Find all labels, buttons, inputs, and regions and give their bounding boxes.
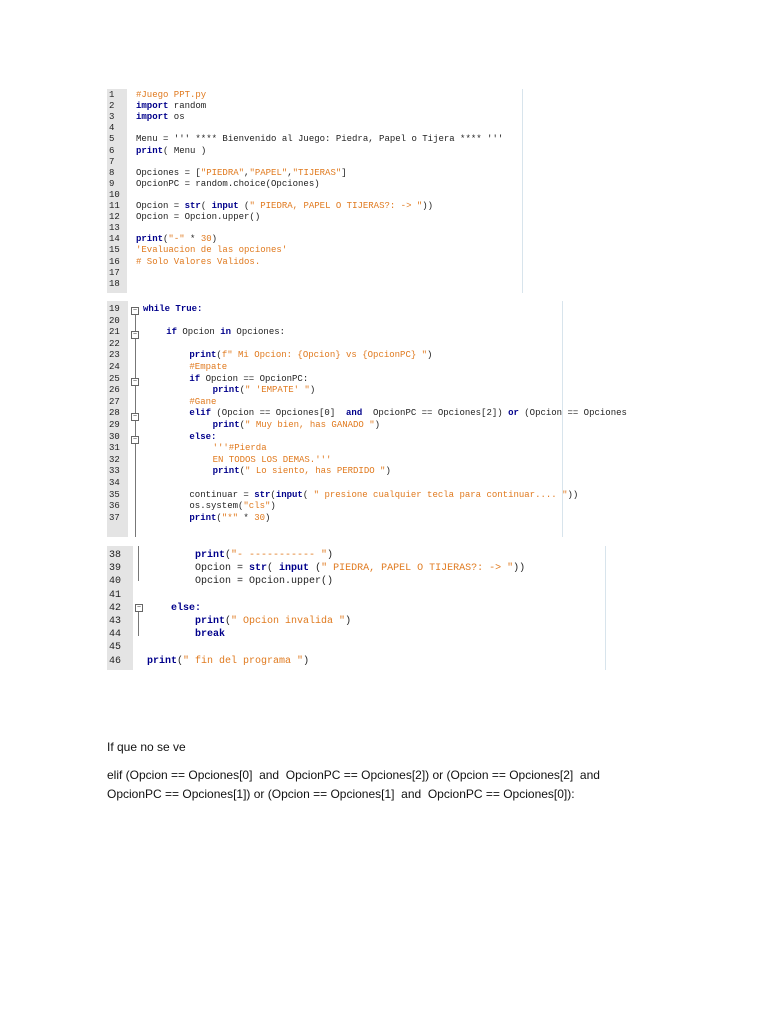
code-token-str: " PIEDRA, PAPEL O TIJERAS?: -> " — [321, 563, 514, 575]
line-number: 18 — [109, 278, 120, 289]
code-token-kw: True — [175, 304, 198, 314]
code-line — [107, 112, 525, 123]
code-text — [195, 628, 225, 641]
code-text — [136, 179, 320, 190]
code-token-cmt: #Juego PPT.py — [136, 90, 207, 100]
code-token-str: 30 — [254, 512, 266, 523]
code-token: Opcion = Opcion.upper() — [136, 212, 261, 223]
code-line — [107, 268, 525, 279]
line-number: 4 — [109, 123, 115, 134]
code-token: ( — [239, 385, 246, 396]
code-token-kw: : — [197, 304, 203, 314]
code-token-kw: print — [136, 145, 164, 156]
note-line-2: OpcionPC == Opciones[1]) or (Opcion == Opciones[1] and OpcionPC == Opciones[0]): — [107, 787, 575, 801]
line-number: 13 — [109, 223, 120, 234]
note-line-1: elif (Opcion == Opciones[0] and OpcionPC == Opciones[2]) or (Opcion == Opciones[2] and — [107, 768, 600, 782]
code-token-kw: print — [136, 234, 164, 245]
line-number: 38 — [109, 550, 122, 561]
code-token-str: " PIEDRA, PAPEL O TIJERAS?: -> " — [249, 201, 423, 211]
code-token: Menu = ''' **** Bienvenido al Juego: Piedra, Papel o Tijera **** ''' — [136, 134, 504, 145]
code-line — [107, 327, 569, 338]
code-token-kw: input — [211, 201, 239, 211]
code-token: )) — [567, 489, 579, 500]
code-line — [107, 223, 525, 234]
code-token: ( — [270, 489, 276, 500]
code-token-str: " 'EMPATE' " — [245, 385, 310, 396]
code-line — [107, 350, 569, 361]
code-screenshot-3 — [107, 546, 607, 670]
code-token: Opcion = — [136, 201, 185, 211]
code-line — [107, 362, 569, 373]
code-line — [107, 304, 569, 315]
code-line — [107, 397, 569, 408]
fold-guide-line — [135, 315, 136, 537]
code-token: OpcionPC == Opciones[2]) — [362, 408, 509, 419]
line-number: 37 — [109, 512, 120, 523]
code-token-str: " Lo siento, has PERDIDO " — [245, 466, 386, 477]
line-number: 3 — [109, 112, 115, 123]
code-token-kw: elif — [189, 408, 211, 419]
code-token-kw: and — [346, 408, 363, 419]
line-number: 43 — [109, 616, 122, 627]
fold-guide-line — [138, 612, 139, 636]
code-line — [107, 279, 525, 290]
code-token-kw: import — [136, 112, 169, 123]
code-text — [213, 455, 332, 466]
line-number: 40 — [109, 576, 122, 588]
code-text — [213, 466, 391, 477]
code-line — [107, 245, 525, 256]
code-text — [189, 501, 275, 512]
line-number: 16 — [109, 256, 120, 267]
code-token-str: f" Mi Opcion: {Opcion} vs {OpcionPC} " — [221, 350, 428, 361]
code-token: ) — [265, 512, 271, 523]
code-text — [213, 443, 267, 454]
fold-toggle-icon: − — [132, 436, 138, 444]
code-token-kw: while — [143, 304, 171, 314]
code-line — [107, 655, 607, 668]
code-token: os.system( — [189, 501, 244, 512]
code-token-str: "cls" — [243, 501, 271, 512]
code-text — [195, 549, 333, 562]
code-text — [189, 397, 216, 408]
line-number: 22 — [109, 338, 120, 349]
line-number: 17 — [109, 267, 120, 278]
code-token: Opcion = — [195, 563, 250, 575]
line-number: 23 — [109, 350, 120, 361]
code-token: ( — [177, 655, 184, 667]
code-token-kw: or — [508, 408, 519, 419]
line-number: 25 — [109, 373, 120, 384]
line-number: 41 — [109, 589, 122, 601]
code-text — [189, 490, 578, 501]
code-token-kw: : — [211, 431, 217, 442]
code-token: )) — [422, 201, 434, 211]
line-number: 36 — [109, 501, 120, 512]
line-number: 20 — [109, 315, 120, 326]
code-token: ( — [216, 350, 222, 361]
line-number: 44 — [109, 629, 122, 641]
code-text — [195, 615, 351, 628]
code-token-str: "*" — [221, 512, 239, 523]
code-token-kw: str — [254, 489, 271, 500]
code-token-kw: print — [189, 350, 217, 361]
code-token-kw: input — [275, 489, 303, 500]
line-number: 10 — [109, 189, 120, 200]
code-token: Opcion == OpcionPC: — [200, 373, 309, 384]
code-token: ( — [200, 201, 212, 211]
code-token-str: "TIJERAS" — [292, 167, 342, 178]
code-line — [107, 157, 525, 168]
line-number: 21 — [109, 327, 120, 338]
code-token: ] — [341, 167, 347, 178]
code-token: ) — [309, 385, 316, 396]
code-line — [107, 489, 579, 501]
line-number: 24 — [109, 362, 120, 372]
code-text — [136, 212, 260, 223]
line-number: 30 — [109, 431, 120, 442]
code-line — [107, 134, 525, 145]
code-token-kw: print — [195, 616, 226, 627]
code-token: ( — [239, 420, 246, 430]
code-text — [136, 234, 217, 245]
code-text — [195, 575, 333, 588]
code-token-kw: print — [195, 550, 226, 561]
code-token-cmt: #Empate — [189, 362, 228, 372]
code-text — [171, 602, 201, 615]
line-number: 7 — [109, 156, 115, 167]
code-token: ) — [303, 655, 310, 667]
code-token-cmt: # Solo Valores Validos. — [136, 256, 261, 267]
code-token: ( Menu ) — [163, 145, 207, 156]
code-text — [136, 257, 260, 268]
line-number: 5 — [109, 134, 115, 145]
code-token-cmt: #Gane — [189, 396, 217, 407]
code-token: ) — [270, 501, 276, 512]
code-line — [107, 234, 525, 245]
code-token: (Opcion == Opciones[0] — [211, 408, 347, 419]
code-token-kw: if — [166, 327, 177, 338]
code-line — [107, 212, 525, 223]
code-token-kw: if — [189, 373, 201, 384]
code-token: * — [238, 512, 255, 523]
code-line — [107, 190, 525, 201]
code-line — [107, 549, 607, 562]
code-line — [107, 466, 569, 477]
code-token-kw: print — [147, 655, 178, 667]
code-token: ( — [302, 489, 314, 500]
code-line — [107, 501, 569, 512]
code-token: ( — [216, 512, 222, 523]
code-token: ) — [327, 550, 334, 561]
code-line — [107, 562, 607, 575]
code-text — [136, 90, 206, 101]
code-token: ( — [239, 466, 246, 477]
code-token-str: " Muy bien, has GANADO " — [245, 420, 375, 430]
line-number: 42 — [109, 602, 122, 614]
code-text — [136, 146, 206, 157]
code-text — [143, 304, 202, 315]
code-text — [136, 201, 433, 212]
line-number: 39 — [109, 563, 122, 575]
code-token: * — [184, 234, 201, 245]
code-line — [107, 146, 525, 157]
code-token-kw: : — [195, 602, 202, 614]
code-text — [189, 432, 216, 443]
code-token: ) — [427, 350, 433, 361]
code-text — [213, 420, 380, 431]
code-token-kw: print — [212, 420, 240, 430]
code-text — [147, 655, 309, 668]
line-number: 26 — [109, 385, 120, 396]
line-number: 11 — [109, 201, 120, 211]
code-line — [107, 179, 525, 190]
fold-guide-line — [138, 546, 139, 581]
line-number: 46 — [109, 655, 122, 667]
line-number: 2 — [109, 101, 115, 112]
code-token: ( — [225, 616, 232, 627]
line-number: 14 — [109, 234, 120, 245]
line-number: 28 — [109, 408, 120, 419]
line-number: 32 — [109, 454, 120, 465]
code-line — [107, 374, 569, 385]
note-title: If que no se ve — [107, 740, 186, 754]
code-token-kw: else — [171, 602, 196, 614]
line-number: 45 — [109, 642, 122, 654]
code-token: os — [168, 112, 185, 123]
code-line — [107, 641, 607, 654]
code-token-kw: print — [212, 385, 240, 396]
code-token-kw: input — [279, 563, 310, 575]
code-token-str: 30 — [200, 234, 212, 245]
code-token-str: " fin del programa " — [183, 655, 304, 667]
code-token: ( — [225, 550, 232, 561]
line-number: 31 — [109, 443, 120, 454]
code-token-cmt: EN TODOS LOS DEMAS.''' — [212, 454, 332, 465]
code-line — [107, 478, 569, 489]
code-line — [107, 101, 525, 112]
code-token-kw: import — [136, 101, 169, 112]
code-line — [107, 339, 569, 350]
code-token-kw: print — [212, 466, 240, 477]
line-number: 29 — [109, 420, 120, 430]
code-token: , — [287, 167, 293, 178]
line-number: 9 — [109, 178, 115, 189]
code-token: ( — [309, 563, 322, 575]
code-line — [107, 316, 569, 327]
line-number: 1 — [109, 90, 115, 100]
code-token: ) — [385, 466, 391, 477]
code-token: (Opcion == Opciones — [518, 408, 627, 419]
line-number: 34 — [109, 478, 120, 488]
code-token: Opcion = Opcion.upper() — [195, 576, 334, 588]
fold-toggle-icon: − — [132, 413, 138, 421]
code-token: Opcion — [177, 327, 221, 338]
code-line — [107, 615, 607, 628]
code-line — [107, 575, 607, 588]
code-token: ) — [374, 420, 381, 430]
fold-toggle-icon: − — [132, 331, 138, 339]
code-token: Opciones = [ — [136, 167, 201, 178]
line-number: 8 — [109, 167, 115, 178]
code-text — [213, 385, 316, 396]
code-token: ) — [211, 234, 218, 245]
line-number: 6 — [109, 145, 115, 156]
code-line — [107, 90, 525, 101]
code-line — [107, 455, 569, 466]
code-token-kw: str — [249, 563, 268, 575]
code-line — [107, 589, 607, 602]
code-text — [136, 168, 347, 179]
code-token: ( — [163, 234, 169, 245]
code-text — [166, 327, 285, 338]
code-token-kw: str — [184, 201, 201, 211]
code-text — [136, 245, 287, 256]
code-line — [107, 513, 569, 524]
code-text — [136, 101, 206, 112]
code-token-kw: print — [189, 512, 217, 523]
code-line — [107, 123, 525, 134]
code-screenshot-1 — [107, 89, 525, 293]
code-line — [107, 628, 607, 641]
code-text — [189, 362, 227, 373]
code-text — [189, 513, 270, 524]
code-line — [107, 168, 525, 179]
line-number: 12 — [109, 212, 120, 223]
code-token-cmt: '''#Pierda — [212, 443, 267, 454]
code-text — [189, 374, 308, 385]
code-line — [107, 257, 525, 268]
code-line — [107, 420, 569, 431]
code-token-str: " Opcion invalida " — [231, 616, 346, 627]
code-token-str: "- ----------- " — [231, 550, 328, 561]
code-line — [107, 602, 607, 615]
code-text — [189, 350, 432, 361]
code-text — [195, 562, 525, 575]
code-token: , — [244, 167, 250, 178]
code-line — [107, 385, 569, 396]
code-token-kw: else — [189, 431, 211, 442]
fold-toggle-icon: − — [132, 378, 138, 386]
fold-toggle-icon: − — [136, 604, 142, 612]
code-line — [107, 432, 569, 443]
fold-toggle-icon: − — [132, 307, 138, 315]
code-token-cmt: 'Evaluacion de las opciones' — [136, 245, 288, 256]
code-token: ) — [345, 616, 352, 627]
code-line — [107, 443, 569, 454]
code-token-kw: break — [195, 629, 226, 641]
code-line — [107, 201, 525, 212]
code-token: )) — [513, 563, 526, 575]
code-token: Opciones: — [231, 327, 286, 338]
code-token-kw: in — [220, 327, 232, 338]
line-number: 19 — [109, 304, 120, 314]
code-screenshot-2 — [107, 301, 627, 537]
code-text — [189, 408, 627, 419]
line-number: 35 — [109, 489, 120, 500]
code-token: continuar = — [189, 489, 255, 500]
code-token: ( — [267, 563, 280, 575]
line-number: 27 — [109, 396, 120, 407]
code-token-str: " presione cualquier tecla para continuar.... " — [313, 489, 568, 500]
line-number: 33 — [109, 466, 120, 477]
code-token-str: "-" — [168, 234, 185, 245]
code-text — [136, 134, 503, 145]
code-line — [107, 408, 627, 419]
code-token: OpcionPC = random.choice(Opciones) — [136, 178, 320, 189]
code-token: ( — [238, 201, 250, 211]
code-token-str: "PIEDRA" — [200, 167, 245, 178]
code-token: random — [168, 101, 207, 112]
code-token-str: "PAPEL" — [249, 167, 288, 178]
line-number: 15 — [109, 245, 120, 256]
code-text — [136, 112, 185, 123]
